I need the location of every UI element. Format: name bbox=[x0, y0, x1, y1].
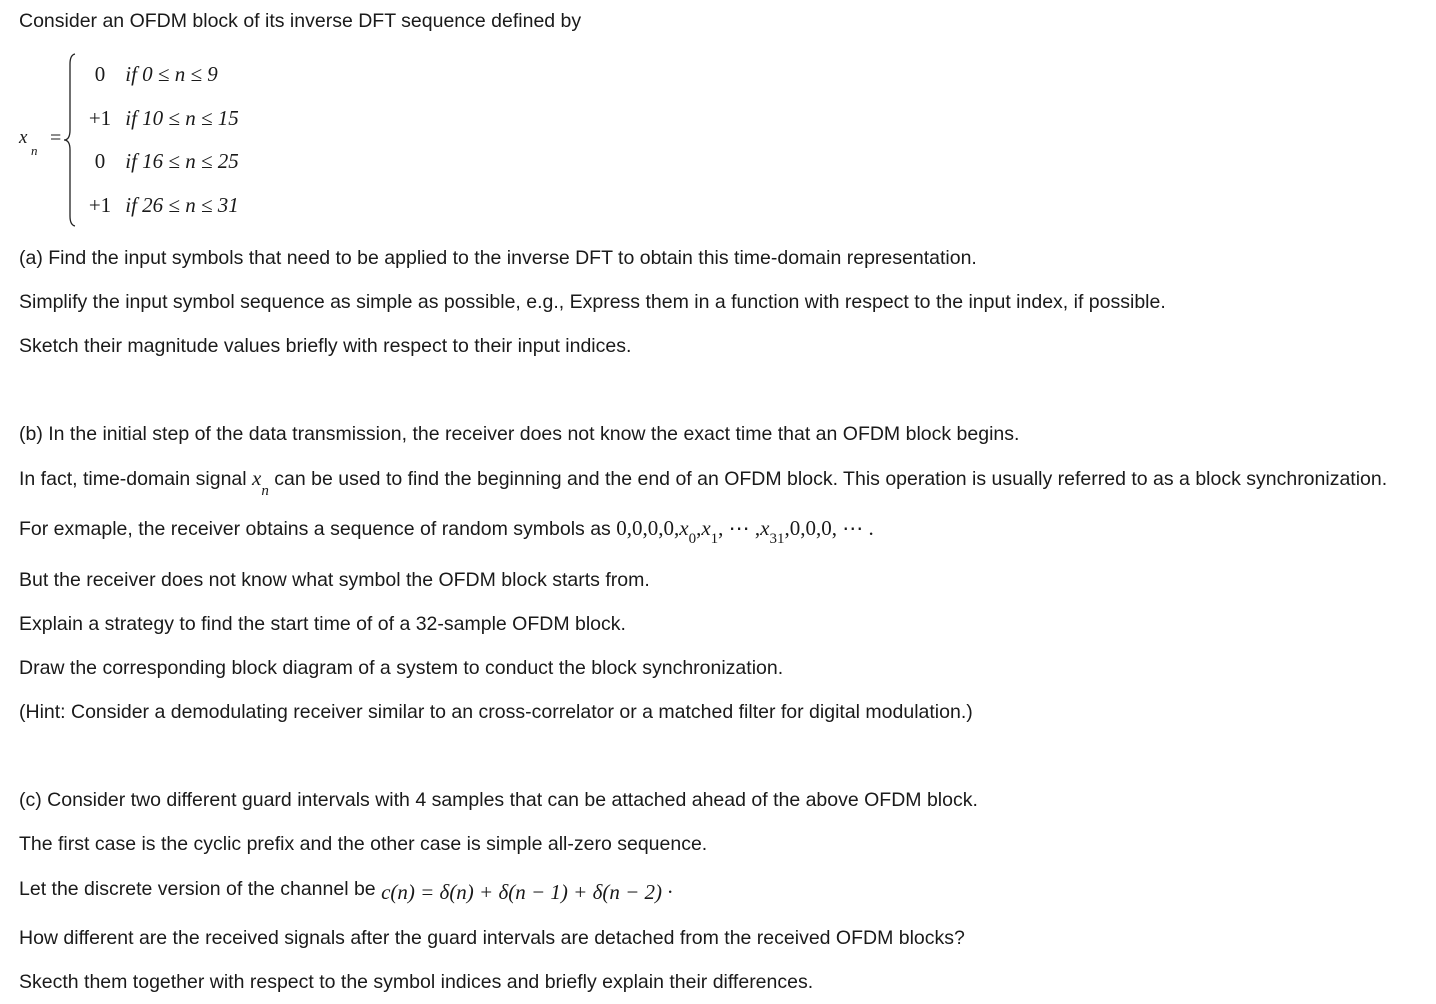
sequence-start: 0,0,0,0, bbox=[616, 516, 680, 540]
part-b-line-2 bbox=[19, 466, 1388, 499]
x0-var: x bbox=[679, 516, 689, 540]
case-value: +1 bbox=[88, 193, 112, 217]
xn-subscript: n bbox=[31, 143, 38, 158]
case-row bbox=[80, 106, 239, 130]
part-b-line-3 bbox=[19, 516, 874, 547]
case-value: +1 bbox=[88, 106, 112, 130]
xn-inline-var: x bbox=[252, 466, 262, 490]
xn-variable: x bbox=[19, 127, 28, 148]
x1-sub: 1 bbox=[710, 531, 719, 547]
part-a-line-3: Sketch their magnitude values briefly with respect to their input indices. bbox=[19, 335, 632, 357]
case-value: 0 bbox=[94, 149, 106, 173]
case-row bbox=[80, 193, 239, 217]
sequence-ellipsis: , ⋯ , bbox=[718, 516, 761, 540]
part-b-line-1: (b) In the initial step of the data transmission, the receiver does not know the exact time that an OFDM block begins. bbox=[19, 423, 1020, 445]
part-b-line-5: Explain a strategy to find the start time of of a 32-sample OFDM block. bbox=[19, 613, 626, 635]
part-b-line-7: (Hint: Consider a demodulating receiver similar to an cross-correlator or a matched filter for digital modulation.) bbox=[19, 701, 973, 723]
part-c-line-3-pre: Let the discrete version of the channel be bbox=[19, 878, 376, 900]
part-c-line-3 bbox=[19, 876, 673, 904]
left-brace-icon bbox=[62, 52, 76, 228]
xn-inline-sub: n bbox=[261, 483, 269, 499]
equals-sign: = bbox=[50, 127, 62, 149]
case-condition: if 0 ≤ n ≤ 9 bbox=[125, 62, 218, 86]
case-row bbox=[80, 62, 218, 86]
part-b-line-6: Draw the corresponding block diagram of a system to conduct the block synchronization. bbox=[19, 657, 784, 679]
part-b-line-3-pre: For exmaple, the receiver obtains a sequence of random symbols as bbox=[19, 518, 611, 540]
case-condition: if 10 ≤ n ≤ 15 bbox=[125, 106, 239, 130]
part-c-line-4: How different are the received signals after the guard intervals are detached from the received OFDM blocks? bbox=[19, 927, 965, 949]
symbol-sequence: $0,0,0,0,x_0,x_1$, ⋯ $,x_{31},0,0,0$, ⋯ . bbox=[616, 516, 874, 547]
case-value: 0 bbox=[94, 62, 106, 86]
intro-text: Consider an OFDM block of its inverse DFT sequence defined by bbox=[19, 10, 582, 32]
part-b-line-2-post: can be used to find the beginning and the end of an OFDM block. This operation is usually referred to as a block synchronization. bbox=[274, 468, 1388, 490]
x0-sub: 0 bbox=[688, 531, 697, 547]
xn-inline bbox=[252, 466, 269, 499]
part-a-line-1: (a) Find the input symbols that need to be applied to the inverse DFT to obtain this time-domain representation. bbox=[19, 247, 977, 269]
x1-var: x bbox=[701, 516, 711, 540]
case-row bbox=[80, 149, 239, 173]
part-a-line-2: Simplify the input symbol sequence as simple as possible, e.g., Express them in a function with respect to the input index, if possible. bbox=[19, 291, 1166, 313]
part-b-line-2-pre: In fact, time-domain signal bbox=[19, 468, 247, 490]
sequence-end: ,0,0,0, ⋯ . bbox=[784, 516, 874, 540]
x31-var: x bbox=[760, 516, 770, 540]
part-c-line-5: Skecth them together with respect to the symbol indices and briefly explain their differences. bbox=[19, 971, 814, 993]
case-condition: if 16 ≤ n ≤ 25 bbox=[125, 149, 239, 173]
x31-sub: 31 bbox=[769, 531, 785, 547]
part-b-line-4: But the receiver does not know what symbol the OFDM block starts from. bbox=[19, 569, 650, 591]
case-condition: if 26 ≤ n ≤ 31 bbox=[125, 193, 239, 217]
channel-equation: c(n) = δ(n) + δ(n − 1) + δ(n − 2) · bbox=[381, 880, 673, 904]
part-c-line-2: The first case is the cyclic prefix and the other case is simple all-zero sequence. bbox=[19, 833, 708, 855]
part-c-line-1: (c) Consider two different guard intervals with 4 samples that can be attached ahead of the above OFDM block. bbox=[19, 789, 978, 811]
